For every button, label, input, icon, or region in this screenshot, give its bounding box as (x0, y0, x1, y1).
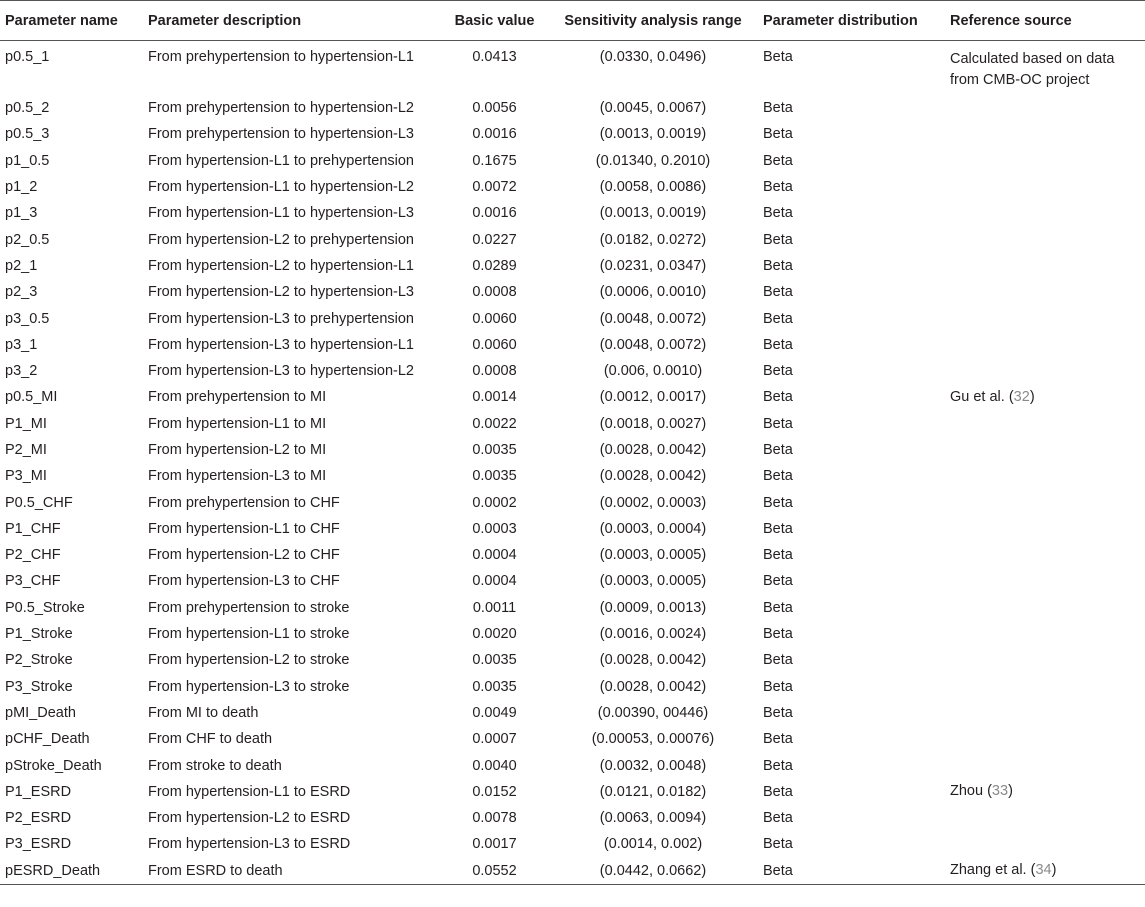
cell-parameter-name: P2_ESRD (5, 810, 72, 827)
cell-parameter-name: p2_1 (5, 257, 38, 274)
cell-basic-value: 0.0007 (472, 731, 517, 748)
cell-parameter-description: From prehypertension to CHF (148, 494, 340, 511)
cell-reference-source (945, 752, 1145, 778)
cell-parameter-description: From hypertension-L3 to prehypertension (148, 310, 414, 327)
cell-basic-value: 0.0020 (472, 626, 517, 643)
cell-sensitivity-range: (0.0003, 0.0004) (599, 520, 707, 537)
cell-basic-value: 0.0016 (472, 205, 517, 222)
cell-sensitivity-range: (0.0048, 0.0072) (599, 336, 707, 353)
cell-sensitivity-range: (0.0330, 0.0496) (599, 49, 707, 65)
table-row (0, 148, 1145, 174)
cell-parameter-distribution: Beta (763, 336, 793, 353)
table-row (0, 647, 1145, 673)
cell-parameter-description: From hypertension-L3 to hypertension-L2 (148, 363, 414, 380)
cell-parameter-distribution: Beta (763, 231, 793, 248)
cell-parameter-description: From hypertension-L1 to ESRD (148, 783, 351, 800)
cell-parameter-description: From prehypertension to hypertension-L3 (148, 126, 414, 143)
cell-parameter-distribution: Beta (763, 152, 793, 169)
table-row (0, 726, 1145, 752)
cell-parameter-distribution: Beta (763, 126, 793, 143)
cell-parameter-distribution: Beta (763, 310, 793, 327)
cell-parameter-distribution: Beta (763, 599, 793, 616)
cell-basic-value: 0.0035 (472, 442, 517, 458)
cell-parameter-name: p1_2 (5, 179, 38, 196)
table-row (0, 621, 1145, 647)
cell-parameter-name: p3_2 (5, 363, 38, 380)
cell-parameter-distribution: Beta (763, 810, 793, 827)
cell-reference-source (945, 200, 1145, 226)
cell-reference-source (945, 489, 1145, 515)
cell-parameter-distribution: Beta (763, 704, 793, 721)
cell-sensitivity-range: (0.006, 0.0010) (603, 363, 703, 380)
cell-parameter-distribution: Beta (763, 573, 793, 590)
cell-basic-value: 0.0035 (472, 468, 517, 485)
cell-basic-value: 0.0011 (472, 599, 517, 616)
cell-basic-value: 0.0060 (472, 336, 517, 353)
cell-parameter-distribution: Beta (763, 284, 793, 301)
reference-text: Zhang et al. ( (950, 862, 1036, 879)
table-row (0, 805, 1145, 831)
cell-basic-value: 0.0035 (472, 652, 517, 669)
table-row (0, 253, 1145, 279)
table-row (0, 41, 1145, 96)
cell-sensitivity-range: (0.0016, 0.0024) (599, 626, 707, 643)
citation-link[interactable]: 32 (1013, 388, 1030, 405)
reference-text: Zhou ( (950, 783, 992, 800)
cell-parameter-distribution: Beta (763, 100, 793, 117)
cell-reference-source (945, 226, 1145, 252)
cell-parameter-description: From prehypertension to stroke (148, 599, 350, 616)
cell-reference-source (945, 463, 1145, 489)
cell-parameter-description: From MI to death (148, 704, 259, 721)
cell-sensitivity-range: (0.0028, 0.0042) (599, 442, 707, 458)
cell-basic-value: 0.0040 (472, 757, 517, 774)
cell-parameter-description: From prehypertension to MI (148, 389, 327, 406)
cell-sensitivity-range: (0.0028, 0.0042) (599, 468, 707, 485)
cell-sensitivity-range: (0.0028, 0.0042) (599, 678, 707, 695)
cell-parameter-distribution: Beta (763, 520, 793, 537)
cell-sensitivity-range: (0.0014, 0.002) (603, 836, 703, 853)
cell-reference-source (945, 279, 1145, 305)
cell-parameter-distribution: Beta (763, 257, 793, 274)
table-row (0, 411, 1145, 437)
cell-sensitivity-range: (0.0121, 0.0182) (599, 783, 707, 800)
cell-basic-value: 0.0004 (472, 547, 517, 564)
cell-reference-source (945, 595, 1145, 621)
cell-basic-value: 0.0552 (441, 858, 548, 885)
cell-basic-value: 0.0035 (472, 678, 517, 695)
reference-text: Gu et al. ( (950, 388, 1014, 405)
header-basic-value: Basic value (441, 1, 548, 41)
table-row (0, 121, 1145, 147)
cell-parameter-distribution: Beta (763, 179, 793, 196)
citation-link[interactable]: 34 (1035, 862, 1052, 879)
cell-parameter-distribution: Beta (763, 547, 793, 564)
cell-parameter-description: From hypertension-L1 to MI (148, 415, 327, 432)
cell-basic-value: 0.0060 (472, 310, 517, 327)
cell-basic-value: 0.0078 (472, 810, 517, 827)
cell-parameter-distribution: Beta (763, 415, 793, 432)
cell-parameter-name: P3_MI (5, 468, 47, 485)
cell-parameter-description: From prehypertension to hypertension-L2 (148, 100, 414, 117)
citation-close-paren: ) (1051, 862, 1057, 879)
cell-reference-source (945, 121, 1145, 147)
cell-sensitivity-range: (0.0058, 0.0086) (599, 179, 707, 196)
cell-parameter-name: P0.5_Stroke (5, 599, 85, 616)
cell-basic-value: 0.0152 (472, 783, 517, 800)
cell-parameter-name: p1_0.5 (5, 152, 50, 169)
cell-basic-value: 0.0014 (472, 389, 517, 406)
cell-reference-source (945, 516, 1145, 542)
table-row (0, 279, 1145, 305)
cell-parameter-description: From hypertension-L3 to stroke (148, 678, 350, 695)
cell-basic-value: 0.0016 (472, 126, 517, 143)
cell-parameter-distribution: Beta (763, 678, 793, 695)
cell-basic-value: 0.0003 (472, 520, 517, 537)
cell-basic-value: 0.0002 (472, 494, 517, 511)
cell-sensitivity-range: (0.00053, 0.00076) (591, 731, 715, 748)
cell-parameter-distribution: Beta (763, 626, 793, 643)
cell-sensitivity-range: (0.0032, 0.0048) (599, 757, 707, 774)
cell-parameter-name: pMI_Death (5, 704, 76, 721)
reference-text: Calculated based on data from CMB-OC project (950, 51, 1115, 89)
cell-reference-source (945, 726, 1145, 752)
cell-parameter-name: P2_MI (5, 442, 47, 458)
cell-basic-value: 0.0056 (472, 100, 517, 117)
cell-parameter-description: From hypertension-L1 to prehypertension (148, 152, 414, 169)
cell-parameter-description: From hypertension-L1 to stroke (148, 626, 350, 643)
table-row (0, 516, 1145, 542)
cell-parameter-name: P3_CHF (5, 573, 61, 590)
cell-parameter-distribution: Beta (758, 858, 945, 885)
table-row (0, 95, 1145, 121)
table-row (0, 568, 1145, 594)
cell-parameter-description: From hypertension-L2 to MI (148, 442, 327, 458)
cell-parameter-distribution: Beta (763, 731, 793, 748)
cell-reference-source (945, 95, 1145, 121)
cell-parameter-description: From CHF to death (148, 731, 273, 748)
cell-sensitivity-range: (0.0442, 0.0662) (548, 858, 758, 885)
cell-basic-value: 0.0289 (472, 257, 517, 274)
cell-reference-source (945, 542, 1145, 568)
table-row (0, 752, 1145, 778)
cell-basic-value: 0.0022 (472, 415, 517, 432)
cell-parameter-name: P0.5_CHF (5, 494, 73, 511)
cell-parameter-distribution: Beta (763, 783, 793, 800)
cell-sensitivity-range: (0.0231, 0.0347) (599, 257, 707, 274)
cell-parameter-name: p0.5_2 (5, 100, 50, 117)
cell-parameter-description: From hypertension-L2 to CHF (148, 547, 340, 564)
cell-reference-source (945, 358, 1145, 384)
cell-reference-source (945, 700, 1145, 726)
cell-parameter-name: p2_3 (5, 284, 38, 301)
header-parameter-name: Parameter name (0, 1, 143, 41)
cell-sensitivity-range: (0.0048, 0.0072) (599, 310, 707, 327)
cell-parameter-name: p2_0.5 (5, 231, 50, 248)
cell-parameter-name: P1_Stroke (5, 626, 73, 643)
header-reference-source: Reference source (945, 1, 1145, 41)
cell-basic-value: 0.0008 (472, 363, 517, 380)
citation-link[interactable]: 33 (991, 783, 1009, 800)
cell-sensitivity-range: (0.0006, 0.0010) (599, 284, 707, 301)
cell-reference-source (945, 805, 1145, 831)
cell-parameter-description: From hypertension-L1 to CHF (148, 520, 340, 537)
cell-sensitivity-range: (0.0063, 0.0094) (599, 810, 707, 827)
table-row (0, 700, 1145, 726)
cell-basic-value: 0.1675 (472, 152, 517, 169)
cell-parameter-description: From hypertension-L3 to ESRD (148, 836, 351, 853)
cell-reference-source (945, 305, 1145, 331)
cell-parameter-description: From hypertension-L3 to MI (148, 468, 327, 485)
cell-sensitivity-range: (0.0012, 0.0017) (599, 389, 707, 406)
cell-sensitivity-range: (0.0045, 0.0067) (599, 100, 707, 117)
cell-parameter-description: From hypertension-L1 to hypertension-L3 (148, 205, 414, 222)
table-row (0, 384, 1145, 410)
cell-sensitivity-range: (0.0013, 0.0019) (599, 126, 707, 143)
table-row (0, 674, 1145, 700)
cell-sensitivity-range: (0.0009, 0.0013) (599, 599, 707, 616)
cell-parameter-description: From prehypertension to hypertension-L1 (148, 49, 414, 65)
table-row (0, 332, 1145, 358)
cell-parameter-name: P3_Stroke (5, 678, 73, 695)
table-row (0, 779, 1145, 805)
cell-parameter-name: P2_Stroke (5, 652, 73, 669)
table-row (0, 226, 1145, 252)
table-row (0, 489, 1145, 515)
header-sensitivity-range: Sensitivity analysis range (548, 1, 758, 41)
cell-basic-value: 0.0004 (472, 573, 517, 590)
cell-sensitivity-range: (0.01340, 0.2010) (595, 152, 711, 169)
table-row (0, 305, 1145, 331)
cell-basic-value: 0.0049 (472, 704, 517, 721)
cell-parameter-description: From stroke to death (148, 757, 282, 774)
table-row (0, 174, 1145, 200)
cell-parameter-description: From hypertension-L2 to hypertension-L3 (148, 284, 414, 301)
cell-parameter-distribution: Beta (763, 652, 793, 669)
cell-parameter-name: P1_ESRD (5, 783, 72, 800)
cell-parameter-name: P2_CHF (5, 547, 61, 564)
table-row (0, 595, 1145, 621)
cell-reference-source (945, 253, 1145, 279)
cell-reference-source (945, 568, 1145, 594)
citation-close-paren: ) (1008, 783, 1013, 800)
cell-reference-source (945, 174, 1145, 200)
cell-sensitivity-range: (0.0003, 0.0005) (599, 547, 707, 564)
cell-parameter-name: pStroke_Death (5, 757, 102, 774)
cell-parameter-description: From hypertension-L3 to hypertension-L1 (148, 336, 414, 353)
cell-parameter-description: From hypertension-L1 to hypertension-L2 (148, 179, 414, 196)
cell-reference-source (945, 779, 1145, 805)
cell-basic-value: 0.0008 (472, 284, 517, 301)
cell-reference-source (945, 384, 1145, 410)
cell-basic-value: 0.0017 (472, 836, 517, 853)
cell-reference-source (945, 674, 1145, 700)
table-row (0, 463, 1145, 489)
cell-parameter-description: From hypertension-L2 to prehypertension (148, 231, 414, 248)
header-parameter-distribution: Parameter distribution (758, 1, 945, 41)
cell-reference-source (945, 148, 1145, 174)
cell-basic-value: 0.0413 (472, 49, 517, 65)
cell-sensitivity-range: (0.0013, 0.0019) (599, 205, 707, 222)
table-row (0, 858, 1145, 885)
cell-reference-source (945, 41, 1145, 96)
cell-reference-source (945, 437, 1145, 463)
table-row (0, 542, 1145, 568)
cell-parameter-description: From hypertension-L3 to CHF (148, 573, 340, 590)
cell-parameter-name: p0.5_3 (5, 126, 50, 143)
cell-parameter-name: p3_1 (5, 336, 38, 353)
cell-sensitivity-range: (0.00390, 00446) (597, 704, 709, 721)
cell-parameter-distribution: Beta (763, 49, 793, 65)
cell-parameter-distribution: Beta (763, 205, 793, 222)
cell-sensitivity-range: (0.0018, 0.0027) (599, 415, 707, 432)
cell-parameter-description: From ESRD to death (143, 858, 441, 885)
cell-sensitivity-range: (0.0002, 0.0003) (599, 494, 707, 511)
cell-parameter-distribution: Beta (763, 363, 793, 380)
cell-parameter-name: pESRD_Death (0, 858, 143, 885)
table-row (0, 358, 1145, 384)
cell-parameter-distribution: Beta (763, 494, 793, 511)
table-body (0, 41, 1145, 885)
cell-parameter-name: p1_3 (5, 205, 38, 222)
cell-parameter-description: From hypertension-L2 to stroke (148, 652, 350, 669)
table-row (0, 200, 1145, 226)
table-row (0, 831, 1145, 857)
cell-basic-value: 0.0227 (472, 231, 517, 248)
cell-parameter-name: p0.5_1 (5, 49, 50, 65)
cell-parameter-name: P1_CHF (5, 520, 61, 537)
citation-close-paren: ) (1029, 388, 1035, 405)
cell-parameter-description: From hypertension-L2 to ESRD (148, 810, 351, 827)
cell-basic-value: 0.0072 (472, 179, 517, 196)
header-parameter-description: Parameter description (143, 1, 441, 41)
cell-reference-source (945, 621, 1145, 647)
cell-parameter-distribution: Beta (763, 757, 793, 774)
cell-parameter-name: P1_MI (5, 415, 47, 432)
header-row (0, 1, 1145, 41)
cell-reference-source (945, 332, 1145, 358)
cell-parameter-name: p3_0.5 (5, 310, 50, 327)
cell-parameter-name: pCHF_Death (5, 731, 90, 748)
cell-sensitivity-range: (0.0182, 0.0272) (599, 231, 707, 248)
cell-parameter-distribution: Beta (763, 468, 793, 485)
cell-reference-source (945, 831, 1145, 857)
cell-reference-source (945, 858, 1145, 885)
cell-parameter-distribution: Beta (763, 442, 793, 458)
cell-parameter-name: p0.5_MI (5, 389, 58, 406)
cell-sensitivity-range: (0.0003, 0.0005) (599, 573, 707, 590)
table-header (0, 1, 1145, 41)
cell-parameter-distribution: Beta (763, 389, 793, 406)
cell-sensitivity-range: (0.0028, 0.0042) (599, 652, 707, 669)
cell-parameter-distribution: Beta (763, 836, 793, 853)
cell-reference-source (945, 647, 1145, 673)
cell-parameter-name: P3_ESRD (5, 836, 72, 853)
table-row (0, 437, 1145, 463)
cell-parameter-description: From hypertension-L2 to hypertension-L1 (148, 257, 414, 274)
cell-reference-source (945, 411, 1145, 437)
